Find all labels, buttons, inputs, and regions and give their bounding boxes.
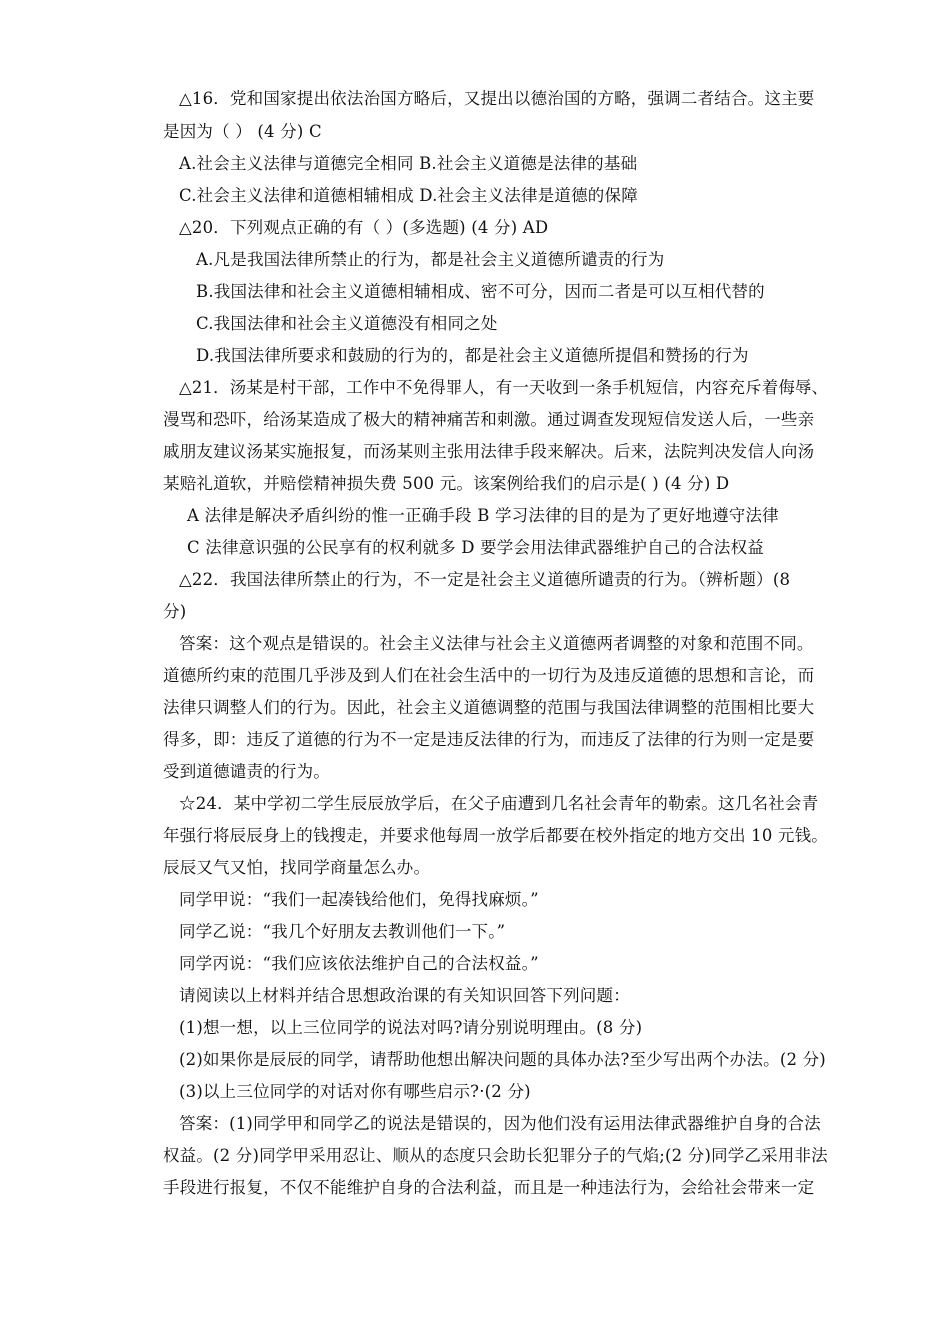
q24-student-c-quote: 同学丙说：“我们应该依法维护自己的合法权益。” — [179, 954, 539, 973]
q21-stem-line-1: △21．汤某是村干部，工作中不免得罪人，有一天收到一条手机短信，内容充斥着侮辱、 — [179, 378, 829, 397]
q24-student-a-quote: 同学甲说：“我们一起凑钱给他们，免得找麻烦。” — [179, 890, 539, 909]
q22-answer-line-4: 得多，即：违反了道德的行为不一定是违反法律的行为，而违反了法律的行为则一定是要 — [163, 730, 815, 749]
q24-sub-question-3: (3)以上三位同学的对话对你有哪些启示?·(2 分) — [179, 1082, 531, 1101]
q24-student-b-quote: 同学乙说：“我几个好朋友去教训他们一下。” — [179, 922, 506, 941]
q21-option-cd: C 法律意识强的公民享有的权利就多 D 要学会用法律武器维护自己的合法权益 — [187, 538, 764, 557]
q22-answer-line-1: 答案：这个观点是错误的。社会主义法律与社会主义道德两者调整的对象和范围不同。 — [179, 634, 814, 653]
q21-stem-line-2: 漫骂和恐吓，给汤某造成了极大的精神痛苦和刺激。通过调查发现短信发送人后，一些亲 — [163, 410, 815, 429]
q16-option-cd: C.社会主义法律和道德相辅相成 D.社会主义法律是道德的保障 — [179, 186, 638, 205]
q24-sub-question-1: (1)想一想，以上三位同学的说法对吗?请分别说明理由。(8 分) — [179, 1018, 643, 1037]
q20-stem: △20．下列观点正确的有（ ）(多选题) (4 分) AD — [179, 218, 549, 237]
q22-answer-line-2: 道德所约束的范围几乎涉及到人们在社会生活中的一切行为及违反道德的思想和言论，而 — [163, 666, 815, 685]
q22-stem-line-1: △22．我国法律所禁止的行为，不一定是社会主义道德所谴责的行为。（辨析题）(8 — [179, 570, 791, 589]
q22-stem-line-2: 分) — [163, 602, 187, 621]
q24-stem-line-2: 年强行将辰辰身上的钱搜走，并要求他每周一放学后都要在校外指定的地方交出 10 元钱。 — [163, 826, 828, 845]
q16-stem-line-2: 是因为（ ） (4 分) C — [163, 122, 322, 141]
q20-option-a: A.凡是我国法律所禁止的行为，都是社会主义道德所谴责的行为 — [196, 250, 665, 269]
q21-stem-line-3: 戚朋友建议汤某实施报复，而汤某则主张用法律手段来解决。后来，法院判决发信人向汤 — [163, 442, 815, 461]
q21-option-ab: A 法律是解决矛盾纠纷的惟一正确手段 B 学习法律的目的是为了更好地遵守法律 — [187, 506, 779, 525]
q24-answer-line-3: 手段进行报复，不仅不能维护自身的合法利益，而且是一种违法行为，会给社会带来一定 — [163, 1178, 815, 1197]
q20-option-c: C.我国法律和社会主义道德没有相同之处 — [196, 314, 498, 333]
q16-option-ab: A.社会主义法律与道德完全相同 B.社会主义道德是法律的基础 — [179, 154, 638, 173]
q22-answer-line-5: 受到道德谴责的行为。 — [163, 762, 330, 781]
q20-option-b: B.我国法律和社会主义道德相辅相成、密不可分，因而二者是可以互相代替的 — [196, 282, 765, 301]
q24-stem-line-1: ☆24．某中学初二学生辰辰放学后，在父子庙遭到几名社会青年的勒索。这几名社会青 — [179, 794, 819, 813]
q21-stem-line-4: 某赔礼道软，并赔偿精神损失费 500 元。该案例给我们的启示是( ) (4 分) D — [163, 474, 730, 493]
q24-sub-question-2: (2)如果你是辰辰的同学，请帮助他想出解决问题的具体办法?至少写出两个办法。(2 分) — [179, 1050, 826, 1069]
q24-instruction: 请阅读以上材料并结合思想政治课的有关知识回答下列问题： — [179, 986, 630, 1005]
q20-option-d: D.我国法律所要求和鼓励的行为的，都是社会主义道德所提倡和赞扬的行为 — [196, 346, 749, 365]
q24-stem-line-3: 辰辰又气又怕，找同学商量怎么办。 — [163, 858, 431, 877]
q22-answer-line-3: 法律只调整人们的行为。因此，社会主义道德调整的范围与我国法律调整的范围相比要大 — [163, 698, 815, 717]
q24-answer-line-2: 权益。(2 分)同学甲采用忍让、顺从的态度只会助长犯罪分子的气焰;(2 分)同学乙采用非法 — [163, 1146, 828, 1165]
q24-answer-line-1: 答案：(1)同学甲和同学乙的说法是错误的，因为他们没有运用法律武器维护自身的合法 — [179, 1114, 821, 1133]
q16-stem-line-1: △16．党和国家提出依法治国方略后，又提出以德治国的方略，强调二者结合。这主要 — [179, 89, 815, 108]
